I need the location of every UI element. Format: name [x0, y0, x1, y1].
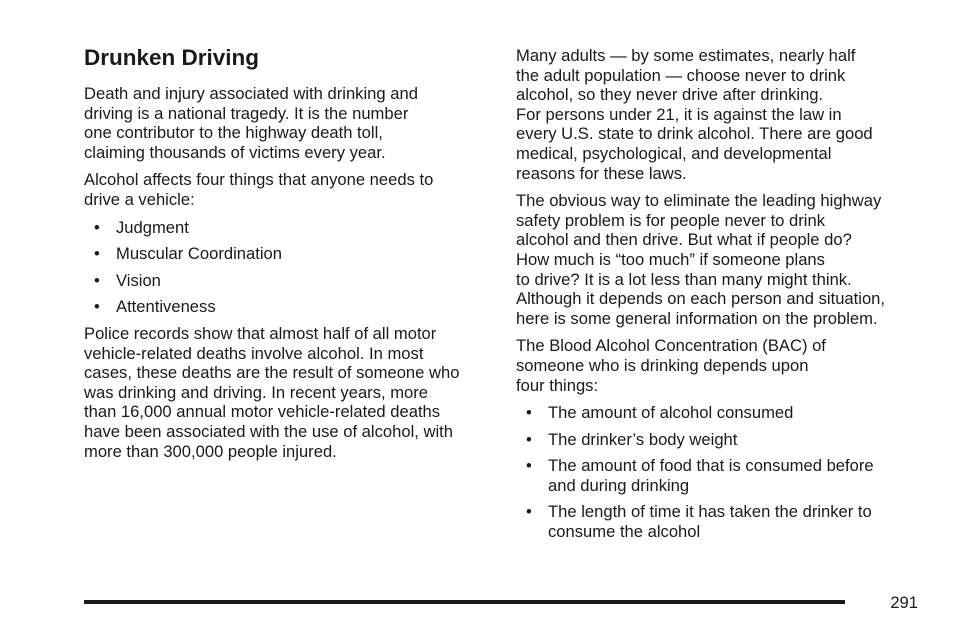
bullet-icon: • [94, 244, 100, 264]
right-column [516, 46, 926, 549]
affected-abilities-list [84, 218, 494, 317]
list-item: • Judgment [94, 217, 189, 237]
footer-rule [84, 600, 845, 604]
page-number: 291 [890, 593, 918, 612]
list-item: • The length of time it has taken the drinker to consume the alcohol [526, 502, 872, 542]
list-item: • The amount of alcohol consumed [526, 403, 794, 423]
bullet-icon: • [526, 456, 532, 476]
bullet-icon: • [94, 270, 100, 290]
list-item: • The drinker’s body weight [526, 429, 738, 449]
bullet-icon: • [526, 502, 532, 522]
alcohol-affects-paragraph: Alcohol affects four things that anyone needs to drive a vehicle: [84, 170, 434, 209]
adults-paragraph: Many adults — by some estimates, nearly half the adult population — choose never to drink alcohol, so they never drive after drinking. For persons under 21, it is against the law in every U.S. state to drink alcohol. There are good medical, psychological, and developmental reasons for these laws. [516, 46, 873, 183]
section-heading: Drunken Driving [84, 45, 260, 70]
list-item: • Vision [94, 270, 161, 290]
bullet-icon: • [526, 429, 532, 449]
intro-paragraph: Death and injury associated with drinking and driving is a national tragedy. It is the number one contributor to the highway death toll, claiming thousands of victims every year. [84, 84, 418, 162]
eliminate-problem-paragraph: The obvious way to eliminate the leading highway safety problem is for people never to drink alcohol and then drive. But what if people do? How much is “too much” if someone plans to drive? It is a lot less than many might think. Although it depends on each person and situation, here is some general information on the problem. [516, 191, 886, 328]
police-records-paragraph: Police records show that almost half of all motor vehicle-related deaths involve alcohol. In most cases, these deaths are the result of someone who was drinking and driving. In recent years, more than 16,000 annual motor vehicle-related deaths have been associated with the use of alcohol, with more than 300,000 people injured. [84, 323, 460, 461]
bullet-icon: • [526, 403, 532, 423]
bac-factors-list [516, 403, 926, 542]
list-item: • Attentiveness [94, 297, 216, 317]
bullet-icon: • [94, 297, 100, 317]
left-column [84, 44, 494, 469]
bullet-icon: • [94, 217, 100, 237]
list-item: • The amount of food that is consumed before and during drinking [526, 456, 874, 495]
list-item: • Muscular Coordination [94, 244, 283, 264]
bac-paragraph: The Blood Alcohol Concentration (BAC) of someone who is drinking depends upon four things: [516, 336, 826, 395]
